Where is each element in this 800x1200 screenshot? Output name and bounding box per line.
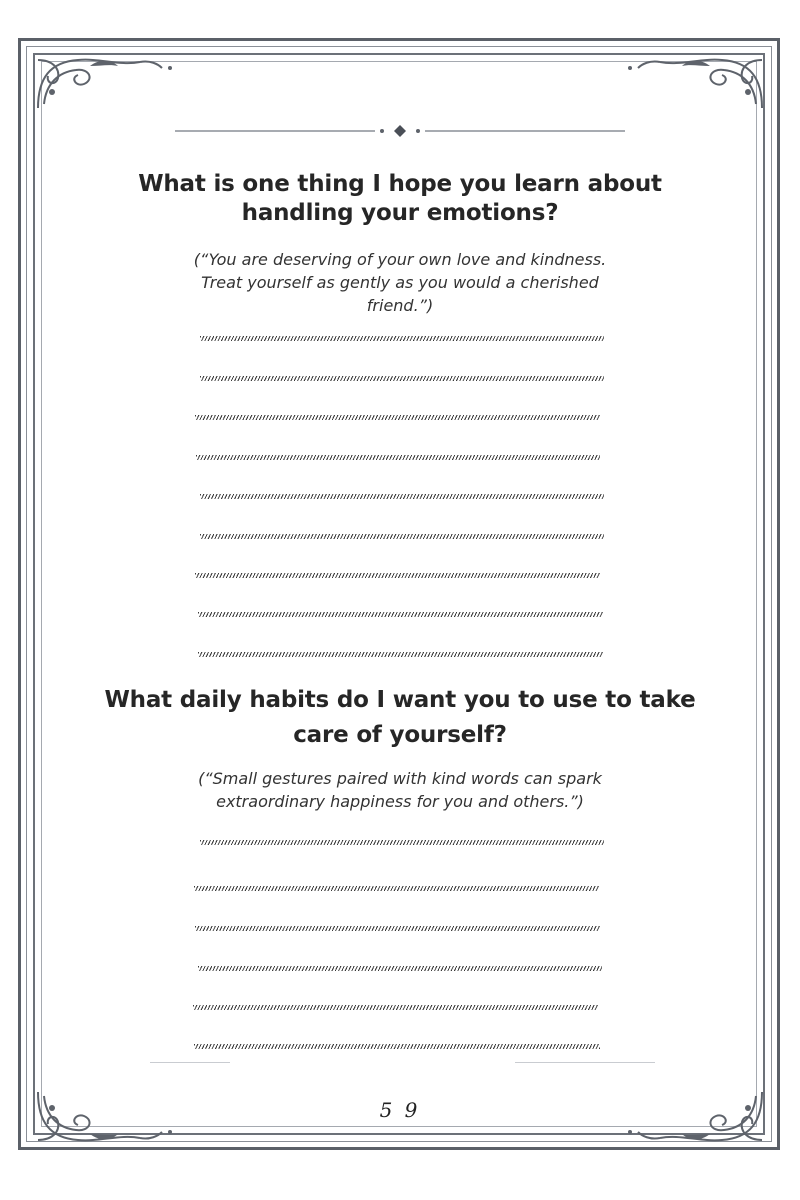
writing-line[interactable] xyxy=(194,886,599,891)
writing-line[interactable] xyxy=(200,376,604,381)
corner-ornament-icon xyxy=(620,48,770,118)
writing-line[interactable] xyxy=(193,1005,598,1010)
writing-line[interactable] xyxy=(194,1044,600,1049)
writing-line[interactable] xyxy=(195,573,600,578)
question-heading: What is one thing I hope you learn about handling your emotions? xyxy=(138,171,662,226)
writing-line[interactable] xyxy=(195,926,600,931)
writing-line[interactable] xyxy=(198,612,603,617)
writing-line[interactable] xyxy=(198,966,602,971)
corner-ornament-icon xyxy=(620,1082,770,1152)
page-number: 5 9 xyxy=(379,1098,421,1122)
quote-text: (“Small gestures paired with kind words can spark extraordinary happiness for you and others.”) xyxy=(198,769,602,811)
diamond-divider-icon xyxy=(175,124,625,138)
writing-line[interactable] xyxy=(200,336,604,341)
divider-line xyxy=(515,1062,655,1063)
writing-line[interactable] xyxy=(200,840,604,845)
writing-line[interactable] xyxy=(200,534,604,539)
divider-line xyxy=(150,1062,230,1063)
quote-text: (“You are deserving of your own love and kindness. Treat yourself as gently as you would a cherished friend.”) xyxy=(193,250,607,315)
writing-line[interactable] xyxy=(200,494,604,499)
writing-line[interactable] xyxy=(198,652,603,657)
corner-ornament-icon xyxy=(30,1082,180,1152)
writing-line[interactable] xyxy=(195,415,600,420)
question-heading: What daily habits do I want you to use to take care of yourself? xyxy=(104,687,696,748)
corner-ornament-icon xyxy=(30,48,180,118)
writing-line[interactable] xyxy=(196,455,600,460)
